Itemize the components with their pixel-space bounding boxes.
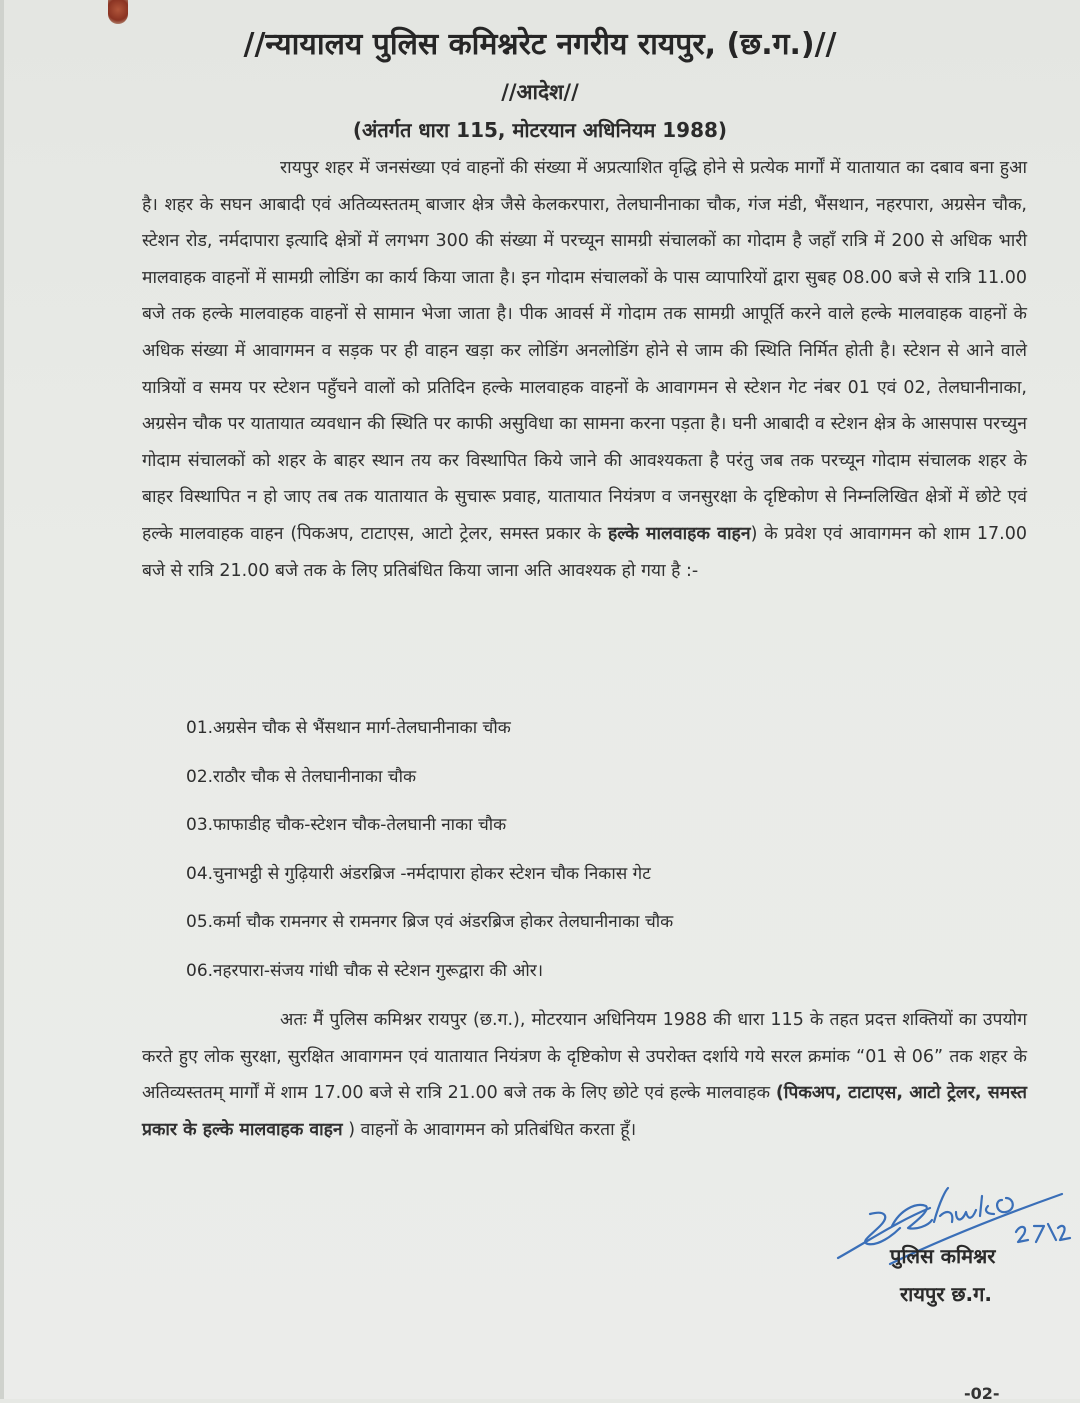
route-item: 02.राठौर चौक से तेलघानीनाका चौक xyxy=(186,766,417,787)
pin-head-icon xyxy=(108,0,128,24)
signatory-designation: पुलिस कमिश्नर xyxy=(890,1244,996,1268)
paragraph-2-text: अतः मैं पुलिस कमिश्नर रायपुर (छ.ग.), मोटरयान अधिनियम 1988 की धारा 115 के तहत प्रदत्त शक्तियों का उपयोग करते हुए लोक सुरक्षा, सुरक्षित आवागमन एवं यातायात नियंत्रण के दृष्टिकोण से उपरोक्त दर्शाये गये सरल क्रमांक “01 से 06” तक शहर के अतिव्यस्ततम् मार्गों में शाम 17.00 बजे से रात्रि 21.00 बजे तक के लिए छोटे एवं हल्के मालवाहक xyxy=(142,1010,1027,1104)
route-item: 06.नहरपारा-संजय गांधी चौक से स्टेशन गुरूद्वारा की ओर। xyxy=(186,960,544,981)
court-title: //न्यायालय पुलिस कमिश्नरेट नगरीय रायपुर, (छ.ग.)// xyxy=(243,27,837,62)
route-item: 05.कर्मा चौक रामनगर से रामनगर ब्रिज एवं अंडरब्रिज होकर तेलघानीनाका चौक xyxy=(186,912,674,933)
order-paragraph-1 xyxy=(142,150,1027,589)
paragraph-2-bold: (पिकअप, टाटाएस, आटो ट्रेलर, समस्त प्रकार के हल्के मालवाहक वाहन xyxy=(142,1083,1027,1140)
route-item: 04.चुनाभट्ठी से गुढ़ियारी अंडरब्रिज -नर्मदापारा होकर स्टेशन चौक निकास गेट xyxy=(186,863,651,884)
route-item: 01.अग्रसेन चौक से भैंसथान मार्ग-तेलघानीनाका चौक xyxy=(186,718,511,738)
paragraph-2-text-end: ) वाहनों के आवागमन को प्रतिबंधित करता हूँ। xyxy=(342,1119,637,1140)
page-number: -02- xyxy=(964,1384,1000,1403)
paragraph-1-bold: हल्के मालवाहक वाहन xyxy=(608,523,751,544)
legal-reference: (अंतर्गत धारा 115, मोटरयान अधिनियम 1988) xyxy=(352,118,728,142)
signatory-place: रायपुर छ.ग. xyxy=(900,1282,992,1306)
paragraph-1-text: रायपुर शहर में जनसंख्या एवं वाहनों की संख्या में अप्रत्याशित वृद्धि होने से प्रत्येक मार्गों में यातायात का दबाव बना हुआ है। शहर के सघन आबादी एवं अतिव्यस्ततम् बाजार क्षेत्र जैसे केलकरपारा, तेलघानीनाका चौक, गंज मंडी, भैंसथान, नहरपारा, अग्रसेन चौक, स्टेशन रोड, नर्मदापारा इत्यादि क्षेत्रों में लगभग 300 की संख्या में परच्यून सामग्री संचालकों का गोदाम है जहाँ रात्रि में 200 से अधिक भारी मालवाहक वाहनों में सामग्री लोडिंग का कार्य किया जाता है। इन गोदाम संचालकों के पास व्यापारियों द्वारा सुबह 08.00 बजे से रात्रि 11.00 बजे तक हल्के मालवाहक वाहनों से सामान भेजा जाता है। पीक आवर्स में गोदाम तक सामग्री आपूर्ति करने वाले हल्के मालवाहक वाहनों के अधिक संख्या में आवागमन व सड़क पर ही वाहन खड़ा कर लोडिंग अनलोडिंग होने से जाम की स्थिति निर्मित होती है। स्टेशन से आने वाले यात्रियों व समय पर स्टेशन पहुँचने वालों को प्रतिदिन हल्के मालवाहक वाहनों के आवागमन से स्टेशन गेट नंबर 01 एवं 02, तेलघानीनाका, अग्रसेन चौक पर यातायात व्यवधान की स्थिति पर काफी असुविधा का सामना करना पड़ता है। घनी आबादी व स्टेशन क्षेत्र के आसपास परच्युन गोदाम संचालकों को शहर के बाहर स्थान तय कर विस्थापित किये जाने की आवश्यकता है परंतु जब तक परच्यून गोदाम संचालक शहर के बाहर विस्थापित न हो जाए तब तक यातायात के सुचारू प्रवाह, यातायात नियंत्रण व जनसुरक्षा के दृष्टिकोण से निम्नलिखित क्षेत्रों में छोटे एवं हल्के मालवाहक वाहन (पिकअप, टाटाएस, आटो ट्रेलर, समस्त प्रकार के xyxy=(142,158,1027,544)
route-item: 03.फाफाडीह चौक-स्टेशन चौक-तेलघानी नाका चौक xyxy=(186,815,507,836)
page-edge xyxy=(0,0,4,1399)
order-heading: //आदेश// xyxy=(501,80,579,104)
order-paragraph-2 xyxy=(142,1002,1027,1148)
paragraph-1-text-end: ) के प्रवेश एवं आवागमन को शाम 17.00 बजे से रात्रि 21.00 बजे तक के लिए प्रतिबंधित किया जाना अति आवश्यक हो गया है :- xyxy=(142,523,1028,581)
restricted-routes-list xyxy=(186,708,673,1000)
